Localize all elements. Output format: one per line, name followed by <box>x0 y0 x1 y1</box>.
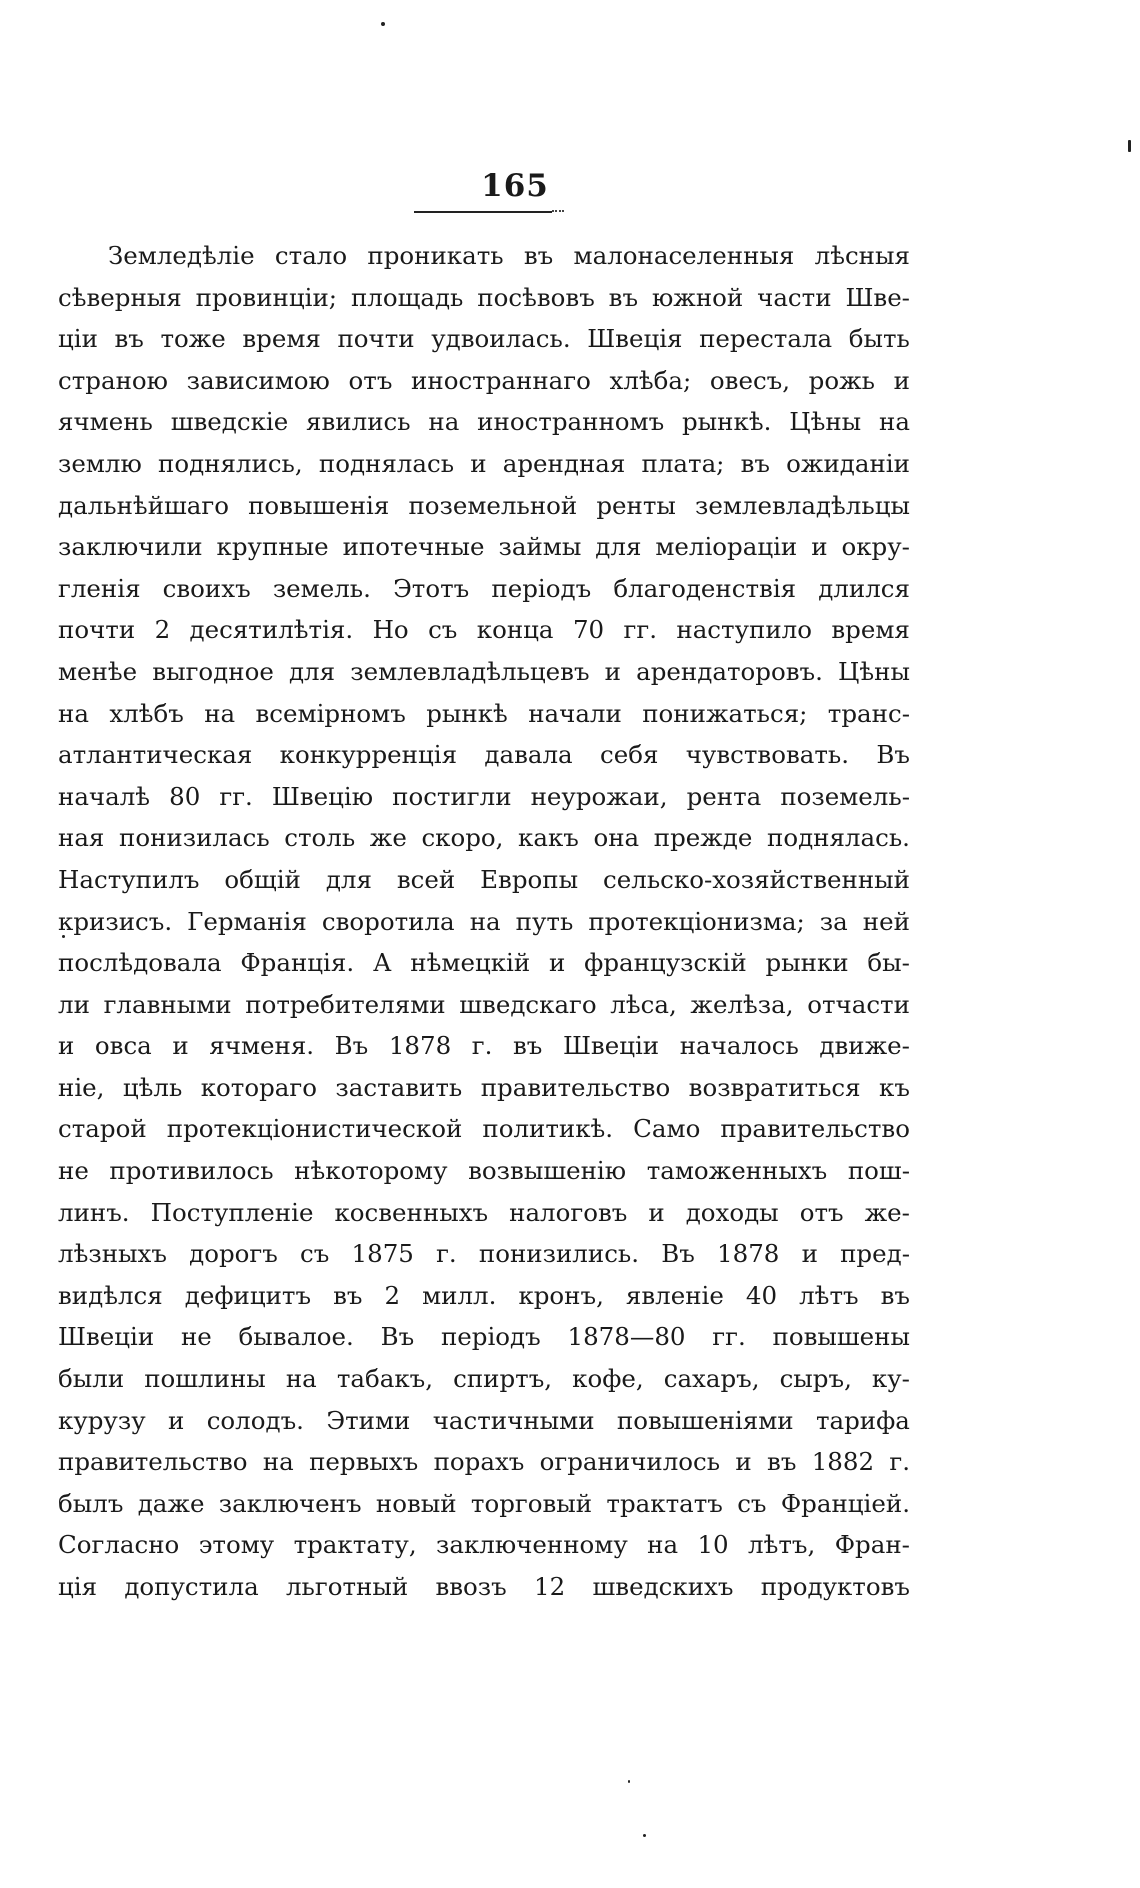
text-word: ввозъ <box>435 1572 507 1601</box>
text-word: рынкѣ. <box>682 407 772 437</box>
text-word: на <box>647 1530 679 1560</box>
text-word: гг. <box>219 781 253 811</box>
text-word: бы- <box>867 948 910 978</box>
text-word: удвоилась. <box>431 324 571 354</box>
text-word: гленія <box>58 573 141 603</box>
text-word: арендаторовъ. <box>636 656 823 686</box>
text-word: цѣль <box>122 1072 183 1102</box>
text-word: Согласно <box>58 1530 180 1560</box>
page-number-rule <box>414 211 552 213</box>
text-word: котораго <box>200 1072 317 1102</box>
text-word: дефицитъ <box>184 1280 312 1310</box>
text-word: пошлины <box>144 1364 266 1394</box>
text-word: новый <box>375 1488 457 1518</box>
text-word: посѣвовъ <box>477 282 595 312</box>
text-word: время <box>831 615 910 645</box>
text-line <box>58 942 910 984</box>
text-word: трактату, <box>293 1530 417 1560</box>
text-word: А <box>372 948 392 978</box>
text-word: страною <box>58 365 168 395</box>
text-word: заключили <box>58 532 203 562</box>
page-number: 165 <box>481 168 549 204</box>
text-word: Этими <box>326 1405 411 1435</box>
text-word: почти <box>58 615 136 645</box>
text-word: г. <box>436 1239 457 1269</box>
text-word: правительство <box>720 1114 910 1144</box>
text-line <box>58 734 910 776</box>
text-word: проникать <box>367 241 504 270</box>
text-word: были <box>58 1364 125 1394</box>
text-word: сельско-хозяйственный <box>603 864 910 894</box>
text-word: движе- <box>819 1031 910 1061</box>
text-word: протекціонистической <box>166 1114 463 1144</box>
text-word: кронъ, <box>518 1280 604 1310</box>
text-word: за <box>819 906 848 936</box>
text-word: Но <box>372 615 409 645</box>
text-word: 70 <box>572 615 605 645</box>
text-line <box>58 1400 910 1442</box>
text-word: трактатъ <box>606 1488 723 1518</box>
text-word: Шве- <box>845 282 910 312</box>
text-line <box>58 526 910 568</box>
text-word: Наступилъ <box>58 864 200 894</box>
text-word: нѣкоторому <box>294 1156 448 1186</box>
text-word: былъ <box>58 1488 124 1518</box>
text-word: сыръ, <box>779 1364 852 1394</box>
text-word: всемірномъ <box>255 698 406 728</box>
text-word: на <box>58 698 89 728</box>
text-word: и <box>604 656 622 686</box>
text-word: началось <box>679 1031 799 1061</box>
text-word: въ <box>523 241 554 270</box>
text-word: на <box>878 407 910 437</box>
text-word: Цѣны <box>837 656 910 686</box>
text-word: возвышенію <box>468 1156 627 1186</box>
text-word: постигли <box>392 781 512 811</box>
text-word: чувствовать. <box>685 740 850 770</box>
text-word: для <box>595 532 642 562</box>
text-word: для <box>325 864 372 894</box>
text-word: транс- <box>827 698 910 728</box>
text-word: этому <box>198 1530 275 1560</box>
text-word: рынкѣ <box>426 698 508 728</box>
text-word: окру- <box>841 532 910 562</box>
text-word: старой <box>58 1114 147 1144</box>
text-word: же <box>369 823 407 853</box>
scan-speck <box>628 1780 630 1783</box>
text-word: 2 <box>384 1280 401 1310</box>
text-word: пош- <box>847 1156 910 1186</box>
text-word: Швеціи <box>58 1322 155 1352</box>
text-word: не <box>180 1322 212 1352</box>
text-word: сѣверныя <box>58 282 182 312</box>
text-word: понизились. <box>478 1239 640 1269</box>
text-word: желѣза, <box>690 989 794 1019</box>
text-word: въ <box>740 448 770 478</box>
text-word: своротила <box>321 906 455 936</box>
text-word: стало <box>274 241 348 270</box>
text-word: лѣзныхъ <box>58 1239 167 1269</box>
text-word: нѣмецкій <box>410 948 531 978</box>
text-line <box>58 817 910 859</box>
text-line <box>58 277 910 319</box>
text-word: площадь <box>350 282 464 312</box>
text-word: гг. <box>712 1322 746 1352</box>
text-word: спиртъ, <box>453 1364 553 1394</box>
text-word: путь <box>515 906 574 936</box>
text-word: земель. <box>272 573 371 603</box>
text-word: частичными <box>432 1405 595 1435</box>
text-word: 80 <box>169 781 201 811</box>
text-word: же- <box>864 1197 910 1227</box>
text-word: тарифа <box>815 1405 910 1435</box>
text-word: крупные <box>216 532 329 562</box>
text-word: допустила <box>124 1572 259 1601</box>
text-word: кризисъ. <box>58 906 173 936</box>
text-word: и <box>470 448 487 478</box>
text-word: дорогъ <box>189 1239 278 1269</box>
text-word: ція <box>58 1572 98 1601</box>
text-word: налоговъ <box>509 1197 628 1227</box>
text-word: милл. <box>422 1280 497 1310</box>
text-word: конца <box>476 615 554 645</box>
text-word: даже <box>137 1488 205 1518</box>
text-word: періодъ <box>440 1322 541 1352</box>
text-word: правительство <box>480 1072 671 1102</box>
text-word: съ <box>300 1239 330 1269</box>
text-word: Поступленіе <box>150 1197 314 1227</box>
text-word: таможенныхъ <box>646 1156 828 1186</box>
text-word: Цѣны <box>789 407 862 437</box>
text-word: явились <box>306 407 411 437</box>
text-word: части <box>757 282 832 312</box>
text-line <box>58 859 910 901</box>
text-word: Германія <box>187 906 307 936</box>
text-word: на <box>285 1364 317 1394</box>
text-word: въ <box>608 282 639 312</box>
text-word: 2 <box>154 615 171 645</box>
text-word: Въ <box>334 1031 369 1061</box>
text-word: поднялась. <box>766 823 910 853</box>
text-word: южной <box>651 282 744 312</box>
text-word: въ <box>767 1447 797 1477</box>
text-word: провинціи; <box>195 282 338 312</box>
text-word: возвратиться <box>688 1072 861 1102</box>
text-word: себя <box>599 740 659 770</box>
text-word: г. <box>471 1031 493 1061</box>
text-word: 1875 <box>351 1239 414 1269</box>
text-line <box>58 1233 910 1275</box>
text-line <box>58 318 910 360</box>
text-word: доходы <box>685 1197 779 1227</box>
text-word: своихъ <box>162 573 251 603</box>
text-word: отъ <box>799 1197 844 1227</box>
text-word: Въ <box>661 1239 695 1269</box>
text-word: 40 <box>745 1280 778 1310</box>
text-word: въ <box>512 1031 543 1061</box>
text-word: и <box>811 532 828 562</box>
text-line <box>58 776 910 818</box>
text-line <box>58 1025 910 1067</box>
text-word: Фран- <box>834 1530 910 1560</box>
text-word: иностраннаго <box>411 365 591 395</box>
text-word: ку- <box>871 1364 910 1394</box>
text-word: и <box>58 1031 75 1061</box>
text-word: зависимою <box>186 365 330 395</box>
text-word: атлантическая <box>58 740 253 770</box>
text-word: бывалое. <box>238 1322 354 1352</box>
text-word: первыхъ <box>309 1447 419 1477</box>
text-word: къ <box>879 1072 910 1102</box>
text-word: овса <box>94 1031 152 1061</box>
text-line <box>58 901 910 943</box>
text-word: ная <box>58 823 105 853</box>
text-line <box>58 1275 910 1317</box>
text-word: отчасти <box>807 989 910 1019</box>
text-word: рынки <box>765 948 849 978</box>
text-word: торговый <box>470 1488 593 1518</box>
text-word: ней <box>862 906 910 936</box>
text-word: правительство <box>58 1447 248 1477</box>
scan-speck <box>1128 140 1131 152</box>
text-line <box>58 1067 910 1109</box>
text-word: 1878 <box>717 1239 780 1269</box>
text-word: и <box>735 1447 752 1477</box>
text-line <box>58 1150 910 1192</box>
text-word: ячменя. <box>209 1031 315 1061</box>
text-line <box>58 235 910 277</box>
text-word: Франція. <box>240 948 355 978</box>
body-text <box>58 235 910 1608</box>
text-word: ли <box>58 989 90 1019</box>
text-line <box>58 1108 910 1150</box>
text-word: хлѣбъ <box>109 698 184 728</box>
text-word: 1882 <box>811 1447 875 1477</box>
scan-speck <box>381 22 385 26</box>
text-word: шведскіе <box>170 407 289 437</box>
text-word: главными <box>103 989 232 1019</box>
text-word: пред- <box>840 1239 910 1269</box>
text-word: давала <box>484 740 573 770</box>
text-word: и <box>172 1031 189 1061</box>
text-word: 10 <box>697 1530 729 1560</box>
text-word: благоденствія <box>613 573 797 603</box>
text-word: съ <box>737 1488 767 1518</box>
text-word: повышенія <box>248 490 390 520</box>
text-word: тоже <box>160 324 226 354</box>
text-word: рента <box>686 781 762 811</box>
text-word: малонаселенныя <box>573 241 795 270</box>
text-word: прежде <box>653 823 753 853</box>
text-word: меліораціи <box>655 532 798 562</box>
text-word: для <box>288 656 336 686</box>
text-word: ячмень <box>58 407 153 437</box>
text-word: ренты <box>596 490 676 520</box>
text-line <box>58 693 910 735</box>
text-word: линъ. <box>58 1197 130 1227</box>
text-word: наступило <box>676 615 812 645</box>
text-word: заключенному <box>436 1530 628 1560</box>
text-word: Въ <box>876 740 910 770</box>
text-line <box>58 984 910 1026</box>
text-word: дальнѣйшаго <box>58 490 229 520</box>
text-word: послѣдовала <box>58 948 222 978</box>
text-word: солодъ. <box>206 1405 304 1435</box>
text-word: Швеція <box>587 324 683 354</box>
text-word: на <box>204 698 236 728</box>
text-word: въ <box>880 1280 910 1310</box>
text-word: явленіе <box>625 1280 724 1310</box>
text-word: началѣ <box>58 781 151 811</box>
text-word: заключенъ <box>218 1488 362 1518</box>
text-word: лѣсныя <box>814 241 910 270</box>
text-word: г. <box>889 1447 910 1477</box>
text-word: 1878—80 <box>567 1322 686 1352</box>
text-line <box>58 568 910 610</box>
text-word: повышеніями <box>616 1405 794 1435</box>
text-word: ніе, <box>58 1072 105 1102</box>
text-word: отъ <box>348 365 393 395</box>
text-word: ограничилось <box>539 1447 721 1477</box>
text-word: землевладѣльцевъ <box>350 656 590 686</box>
text-word: ожиданіи <box>786 448 910 478</box>
text-word: Этотъ <box>393 573 470 603</box>
text-word: сахаръ, <box>663 1364 760 1394</box>
scan-speck <box>643 1834 646 1837</box>
text-word: менѣе <box>58 656 138 686</box>
text-line <box>58 609 910 651</box>
text-word: протекціонизма; <box>588 906 805 936</box>
text-line <box>58 1316 910 1358</box>
text-word: время <box>242 324 321 354</box>
text-word: скоро, <box>421 823 504 853</box>
text-word: поднялась <box>318 448 455 478</box>
text-word: десятилѣтія. <box>189 615 354 645</box>
text-line <box>58 1483 910 1525</box>
text-word: землю <box>58 448 142 478</box>
text-word: видѣлся <box>58 1280 163 1310</box>
text-word: 1878 <box>388 1031 452 1061</box>
text-word: шведскихъ <box>592 1572 734 1601</box>
text-line <box>58 1358 910 1400</box>
text-word: табакъ, <box>336 1364 434 1394</box>
text-word: съ <box>428 615 458 645</box>
text-word: политикѣ. <box>482 1114 614 1144</box>
text-word: въ <box>114 324 144 354</box>
text-word: 12 <box>534 1572 566 1601</box>
text-word: Въ <box>380 1322 415 1352</box>
text-word: иностранномъ <box>477 407 665 437</box>
text-word: Швеціи <box>562 1031 660 1061</box>
text-word: Швецію <box>271 781 374 811</box>
text-word: повышены <box>772 1322 910 1352</box>
text-word: ціи <box>58 324 98 354</box>
text-word: Франціей. <box>780 1488 910 1518</box>
text-word: неурожаи, <box>530 781 668 811</box>
text-word: длился <box>818 573 910 603</box>
text-word: и <box>549 948 566 978</box>
text-word: потребителями <box>245 989 446 1019</box>
text-word: какъ <box>518 823 579 853</box>
text-line <box>58 651 910 693</box>
text-word: начали <box>528 698 622 728</box>
text-word: курузу <box>58 1405 146 1435</box>
text-word: общій <box>224 864 301 894</box>
text-word: плата; <box>641 448 725 478</box>
text-line <box>58 1566 910 1608</box>
text-word: на <box>428 407 460 437</box>
text-line <box>58 485 910 527</box>
text-word: арендная <box>502 448 626 478</box>
text-word: поземель- <box>780 781 910 811</box>
text-word: и <box>893 365 910 395</box>
text-word: противилось <box>109 1156 274 1186</box>
text-word: понизилась <box>119 823 270 853</box>
text-word: лѣса, <box>610 989 677 1019</box>
page-number-rule-tail <box>552 210 564 212</box>
text-word: займы <box>498 532 582 562</box>
text-line <box>58 360 910 402</box>
text-word: на <box>262 1447 294 1477</box>
text-word: хлѣба; <box>609 365 692 395</box>
text-word: землевладѣльцы <box>694 490 910 520</box>
text-word: рожь <box>808 365 875 395</box>
text-word: столь <box>284 823 356 853</box>
text-word: Само <box>633 1114 701 1144</box>
text-word: всей <box>396 864 456 894</box>
text-word: она <box>593 823 640 853</box>
text-word: кофе, <box>572 1364 644 1394</box>
text-line <box>58 1441 910 1483</box>
text-word: продуктовъ <box>760 1572 910 1601</box>
text-word: перестала <box>699 324 833 354</box>
text-word: и <box>801 1239 818 1269</box>
text-word: и <box>167 1405 185 1435</box>
text-word: шведскаго <box>459 989 597 1019</box>
text-word: періодъ <box>491 573 592 603</box>
text-word: лѣтъ <box>799 1280 859 1310</box>
text-word: быть <box>848 324 910 354</box>
text-word: льготный <box>285 1572 409 1601</box>
text-word: поднялись, <box>157 448 303 478</box>
text-line <box>58 1524 910 1566</box>
text-word: понижаться; <box>642 698 808 728</box>
text-word: порахъ <box>433 1447 525 1477</box>
text-word: поземельной <box>408 490 578 520</box>
text-word: косвенныхъ <box>334 1197 489 1227</box>
text-word: не <box>58 1156 89 1186</box>
text-word: почти <box>337 324 415 354</box>
text-word: въ <box>333 1280 363 1310</box>
text-word: лѣтъ, <box>748 1530 816 1560</box>
text-word: на <box>469 906 501 936</box>
text-word: Европы <box>480 864 579 894</box>
text-line <box>58 443 910 485</box>
text-word: заставить <box>335 1072 463 1102</box>
text-word: Земледѣліе <box>108 241 255 270</box>
text-line <box>58 401 910 443</box>
text-word: выгодное <box>152 656 274 686</box>
text-line <box>58 1192 910 1234</box>
text-word: ипотечные <box>342 532 485 562</box>
text-word: овесъ, <box>709 365 791 395</box>
text-word: конкурренція <box>279 740 458 770</box>
text-word: гг. <box>623 615 657 645</box>
text-word: французскій <box>584 948 747 978</box>
text-word: и <box>648 1197 665 1227</box>
